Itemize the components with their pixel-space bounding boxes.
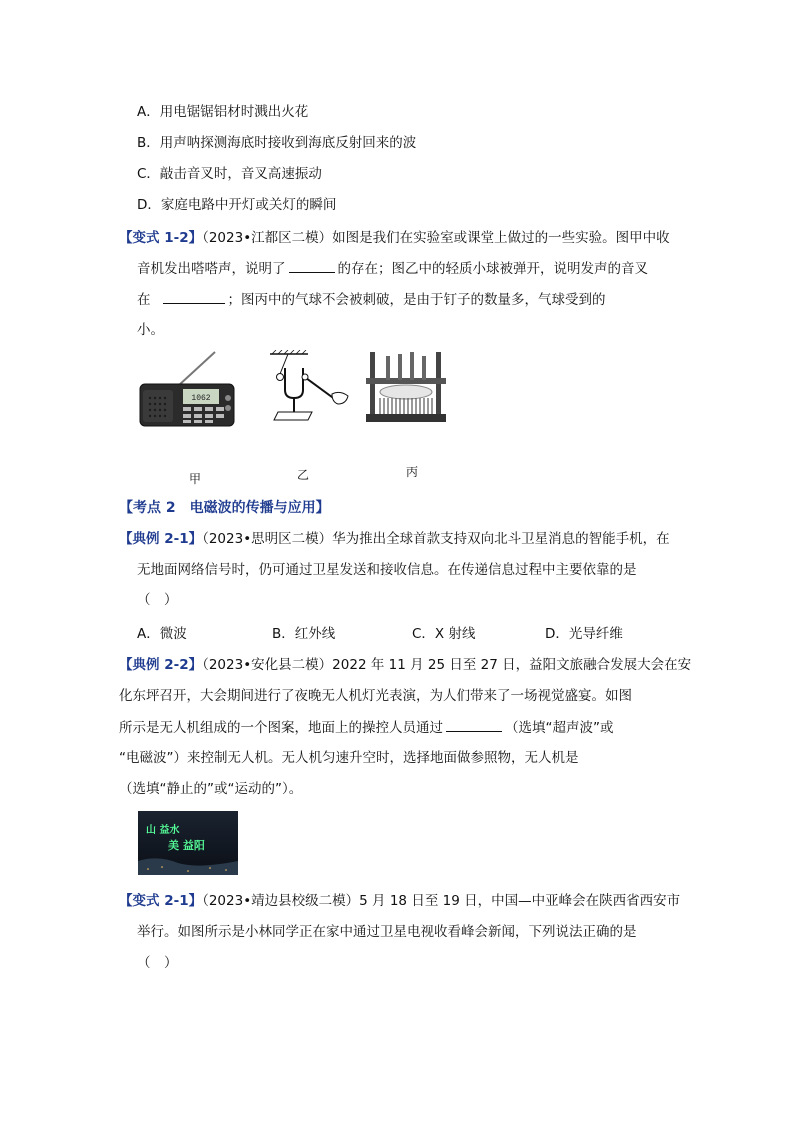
option-c: C．敲击音叉时，音叉高速振动 xyxy=(137,166,322,182)
question-source: （2023•安化县二模） xyxy=(202,657,333,673)
question-d21-line3: （ ） xyxy=(137,592,178,608)
question-d22-line1 xyxy=(119,655,691,675)
question-d22-line4: “电磁波”）来控制无人机。无人机匀速升空时，选择地面做参照物，无人机是 xyxy=(119,750,579,766)
option-b: B．用声呐探测海底时接收到海底反射回来的波 xyxy=(137,135,417,151)
question-text: 在 xyxy=(137,292,151,308)
question-text: 音机发出嗒嗒声，说明了 xyxy=(137,261,286,277)
question-d21-line2: 无地面网络信号时，仍可通过卫星发送和接收信息。在传递信息过程中主要依靠的是 xyxy=(137,562,637,578)
figure-caption-a: 甲 xyxy=(189,472,202,486)
answer-blank[interactable] xyxy=(163,289,225,304)
question-text: （选填“超声波”或 xyxy=(505,720,614,736)
question-text: 所示是无人机组成的一个图案，地面上的操控人员通过 xyxy=(119,720,443,736)
drone-text-line1: 山 益水 xyxy=(146,825,180,836)
question-d21-line1 xyxy=(119,529,670,549)
tuning-fork-figure xyxy=(268,350,352,428)
option-a: A．用电锯锯铝材时溅出火花 xyxy=(137,104,309,120)
question-v21-line3: （ ） xyxy=(137,955,178,971)
question-text: 5 月 18 日至 19 日，中国—中亚峰会在陕西省西安市 xyxy=(359,893,681,909)
figure-caption-c: 丙 xyxy=(406,465,419,479)
section-title: 【考点 2 电磁波的传播与应用】 xyxy=(119,500,330,516)
nail-bed-figure xyxy=(364,348,448,430)
drone-show-photo xyxy=(138,811,238,875)
answer-blank[interactable] xyxy=(289,258,335,273)
question-v12-line3 xyxy=(137,289,606,310)
question-text: 2022 年 11 月 25 日至 27 日，益阳文旅融合发展大会在安 xyxy=(332,657,692,673)
question-text: 华为推出全球首款支持双向北斗卫星消息的智能手机，在 xyxy=(332,531,670,547)
question-d22-line3 xyxy=(119,717,614,738)
question-v12-line2 xyxy=(137,258,648,279)
question-text: 如图是我们在实验室或课堂上做过的一些实验。图甲中收 xyxy=(332,230,670,246)
question-tag: 【典例 2-1】 xyxy=(119,531,203,547)
question-v12-line1 xyxy=(119,228,670,248)
choice-b[interactable]: B．红外线 xyxy=(272,626,336,642)
question-v12-line4: 小。 xyxy=(137,322,164,338)
question-d22-line5: （选填“静止的”或“运动的”）。 xyxy=(119,781,303,797)
choice-a[interactable]: A．微波 xyxy=(137,626,187,642)
question-tag: 【变式 1-2】 xyxy=(119,230,203,246)
radio-figure xyxy=(138,350,238,432)
drone-text-line2: 美 益阳 xyxy=(168,839,205,852)
question-text: ；图丙中的气球不会被刺破，是由于钉子的数量多，气球受到的 xyxy=(227,292,606,308)
question-source: （2023•靖边县校级二模） xyxy=(202,893,360,909)
option-d: D．家庭电路中开灯或关灯的瞬间 xyxy=(137,197,337,213)
question-v21-line2: 举行。如图所示是小林同学正在家中通过卫星电视收看峰会新闻，下列说法正确的是 xyxy=(137,924,637,940)
figure-caption-b: 乙 xyxy=(297,468,310,482)
question-source: （2023•江都区二模） xyxy=(202,230,333,246)
question-tag: 【典例 2-2】 xyxy=(119,657,203,673)
choice-c[interactable]: C．X 射线 xyxy=(412,626,476,642)
question-v21-line1 xyxy=(119,891,680,911)
question-d22-line2: 化东坪召开，大会期间进行了夜晚无人机灯光表演，为人们带来了一场视觉盛宴。如图 xyxy=(119,688,632,704)
answer-blank[interactable] xyxy=(446,717,502,732)
question-text: 的存在；图乙中的轻质小球被弹开，说明发声的音叉 xyxy=(337,261,648,277)
choice-d[interactable]: D．光导纤维 xyxy=(545,626,623,642)
radio-display: 1062 xyxy=(191,394,211,403)
question-source: （2023•思明区二模） xyxy=(202,531,333,547)
question-tag: 【变式 2-1】 xyxy=(119,893,203,909)
